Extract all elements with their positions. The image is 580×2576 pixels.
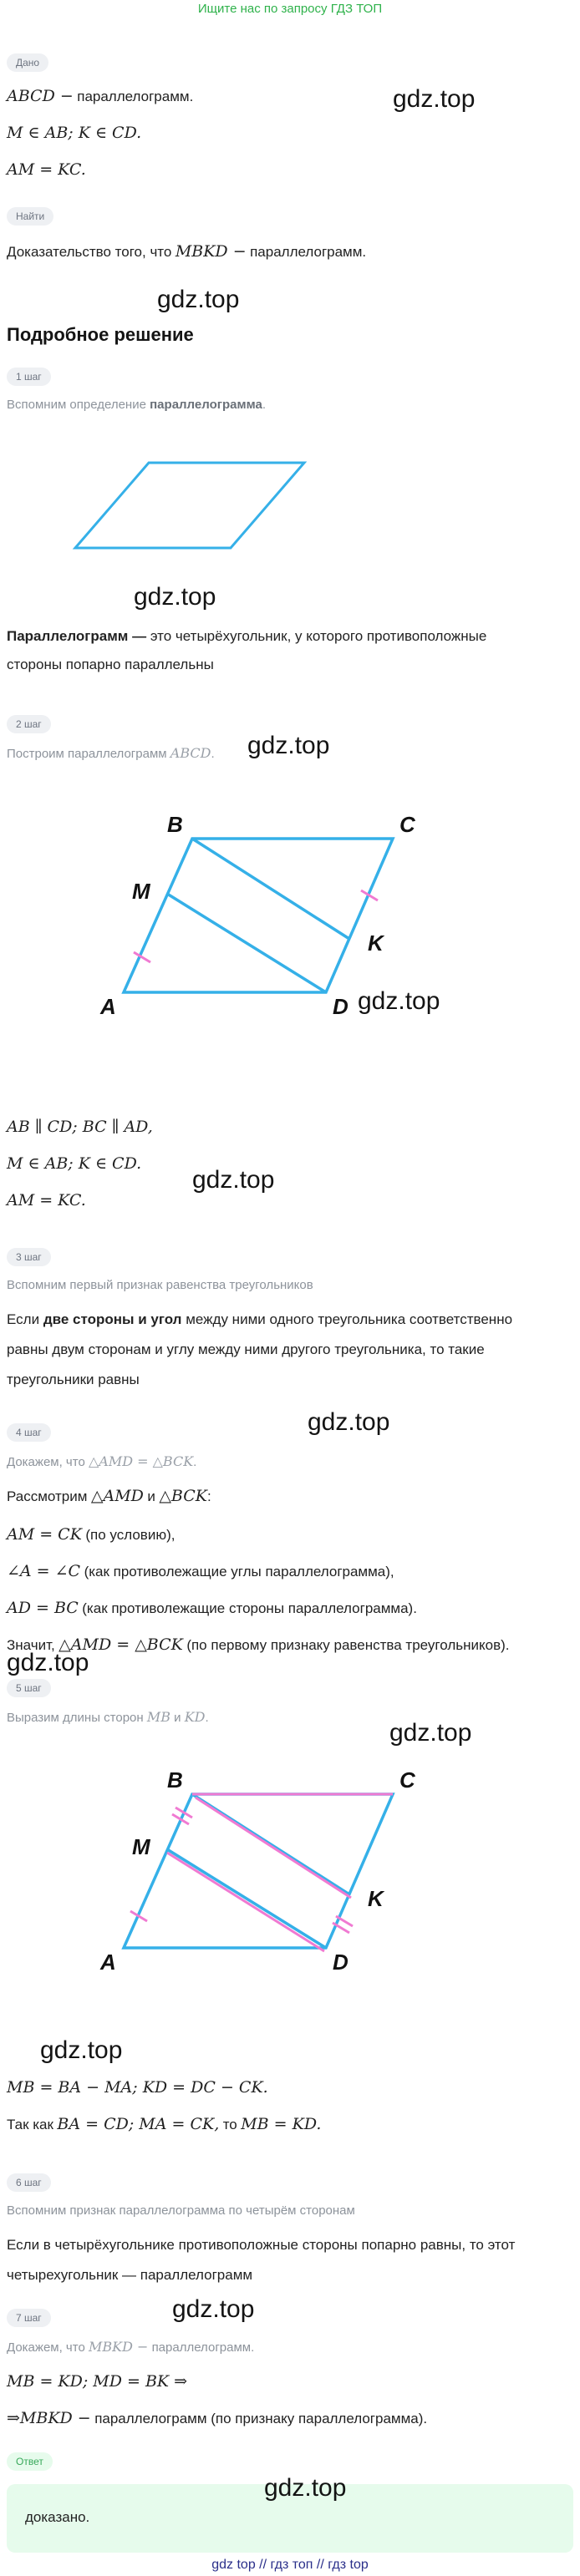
parallelogram-abcd [124, 839, 393, 992]
label-d: D [333, 994, 349, 1019]
step-3-line-3: треугольники равны [7, 1372, 140, 1387]
step-3-label: 3 шаг [7, 1248, 51, 1266]
step-2-intro: Построим параллелограмм ABCD. [7, 745, 215, 761]
watermark: gdz.top [192, 1166, 275, 1194]
step-7-eq-1: MB = KD; MD = BK ⇒ [7, 2372, 188, 2391]
step-1-label: 1 шаг [7, 368, 51, 386]
highlight-md [167, 1853, 324, 1951]
step-5-intro: Выразим длины сторон MB и KD. [7, 1709, 209, 1725]
step-4-eq-3: AD = BC (как противолежащие стороны параллелограмма). [7, 1599, 417, 1617]
figure-mbkd [84, 1757, 418, 1975]
label-a: A [100, 1950, 116, 1975]
label-m: M [132, 1834, 150, 1859]
answer-text: доказано. [25, 2509, 90, 2525]
step-3-line-1: Если две стороны и угол между ними одного треугольника соответственно [7, 1311, 513, 1327]
given-line-1: ABCD − параллелограмм. [7, 87, 194, 105]
figure-abcd-mk [84, 802, 418, 1019]
step-5-eq: MB = BA − MA; KD = DC − CK. [7, 2078, 268, 2097]
step-4-intro: Докажем, что △AMD = △BCK. [7, 1453, 197, 1469]
watermark: gdz.top [172, 2295, 255, 2323]
footer-link-1[interactable]: gdz top [211, 2558, 256, 2572]
watermark: gdz.top [358, 987, 440, 1015]
watermark: gdz.top [393, 85, 476, 113]
label-k: K [368, 931, 384, 956]
step-7-intro: Докажем, что MBKD − параллелограмм. [7, 2339, 255, 2355]
answer-label: Ответ [7, 2452, 53, 2471]
label-b: B [167, 812, 183, 837]
step-6-line-2: четырехугольник — параллелограмм [7, 2267, 253, 2283]
watermark: gdz.top [7, 1649, 89, 1676]
solution-title: Подробное решение [7, 324, 194, 345]
step-1-intro: Вспомним определение параллелограмма. [7, 398, 266, 412]
step-2-label: 2 шаг [7, 715, 51, 733]
parallelogram-definition-line-2: стороны попарно параллельны [7, 657, 214, 672]
watermark: gdz.top [389, 1719, 472, 1747]
step-3-line-2: равны двум сторонам и углу между ними другого треугольника, то такие [7, 1341, 485, 1357]
step-7-label: 7 шаг [7, 2309, 51, 2327]
step-6-line-1: Если в четырёхугольнике противоположные стороны попарно равны, то этот [7, 2237, 516, 2253]
label-b: B [167, 1767, 183, 1793]
watermark: gdz.top [40, 2036, 123, 2064]
watermark: gdz.top [157, 286, 240, 313]
step-4-label: 4 шаг [7, 1423, 51, 1442]
given-line-3: AM = KC. [7, 160, 86, 179]
footer-link-3[interactable]: гдз top [328, 2558, 369, 2572]
label-a: A [100, 994, 116, 1019]
step-2-line-1: AB ∥ CD; BC ∥ AD, [7, 1118, 153, 1136]
step-7-eq-2: ⇒MBKD − параллелограмм (по признаку параллелограмма). [7, 2409, 428, 2427]
step-4-conclusion: Значит, △AMD = △BCK (по первому признаку равенства треугольников). [7, 1635, 510, 1654]
find-line: Доказательство того, что MBKD − параллелограмм. [7, 242, 367, 261]
step-2-line-2: M ∈ AB; K ∈ CD. [7, 1154, 142, 1173]
footer-links: gdz top // гдз топ // гдз top [211, 2558, 369, 2572]
find-label: Найти [7, 207, 53, 226]
given-label: Дано [7, 53, 48, 72]
step-4-eq-2: ∠A = ∠C (как противолежащие углы параллелограмма), [7, 1562, 394, 1580]
step-2-line-3: AM = KC. [7, 1191, 86, 1209]
step-4-consider: Рассмотрим △AMD и △BCK: [7, 1487, 211, 1505]
watermark: gdz.top [308, 1408, 390, 1436]
label-c: C [399, 1767, 415, 1793]
step-5-since: Так как BA = CD; MA = CK, то MB = KD. [7, 2115, 322, 2133]
step-5-label: 5 шаг [7, 1679, 51, 1697]
footer-link-2[interactable]: гдз топ [270, 2558, 313, 2572]
parallelogram-shape [75, 463, 304, 548]
parallelogram-figure [67, 458, 318, 558]
parallelogram-definition-line-1: Параллелограмм — это четырёхугольник, у которого противоположные [7, 628, 487, 644]
search-hint: Ищите нас по запросу ГДЗ ТОП [197, 2, 383, 16]
label-d: D [333, 1950, 349, 1975]
watermark: gdz.top [247, 732, 330, 759]
watermark: gdz.top [134, 583, 216, 611]
step-3-intro: Вспомним первый признак равенства треугольников [7, 1278, 313, 1292]
label-k: K [368, 1886, 384, 1911]
label-c: C [399, 812, 415, 837]
step-6-label: 6 шаг [7, 2173, 51, 2192]
step-4-eq-1: AM = CK (по условию), [7, 1525, 176, 1544]
step-6-intro: Вспомним признак параллелограмма по четырём сторонам [7, 2203, 355, 2218]
given-line-2: M ∈ AB; K ∈ CD. [7, 124, 142, 142]
label-m: M [132, 879, 150, 904]
watermark: gdz.top [264, 2474, 347, 2502]
